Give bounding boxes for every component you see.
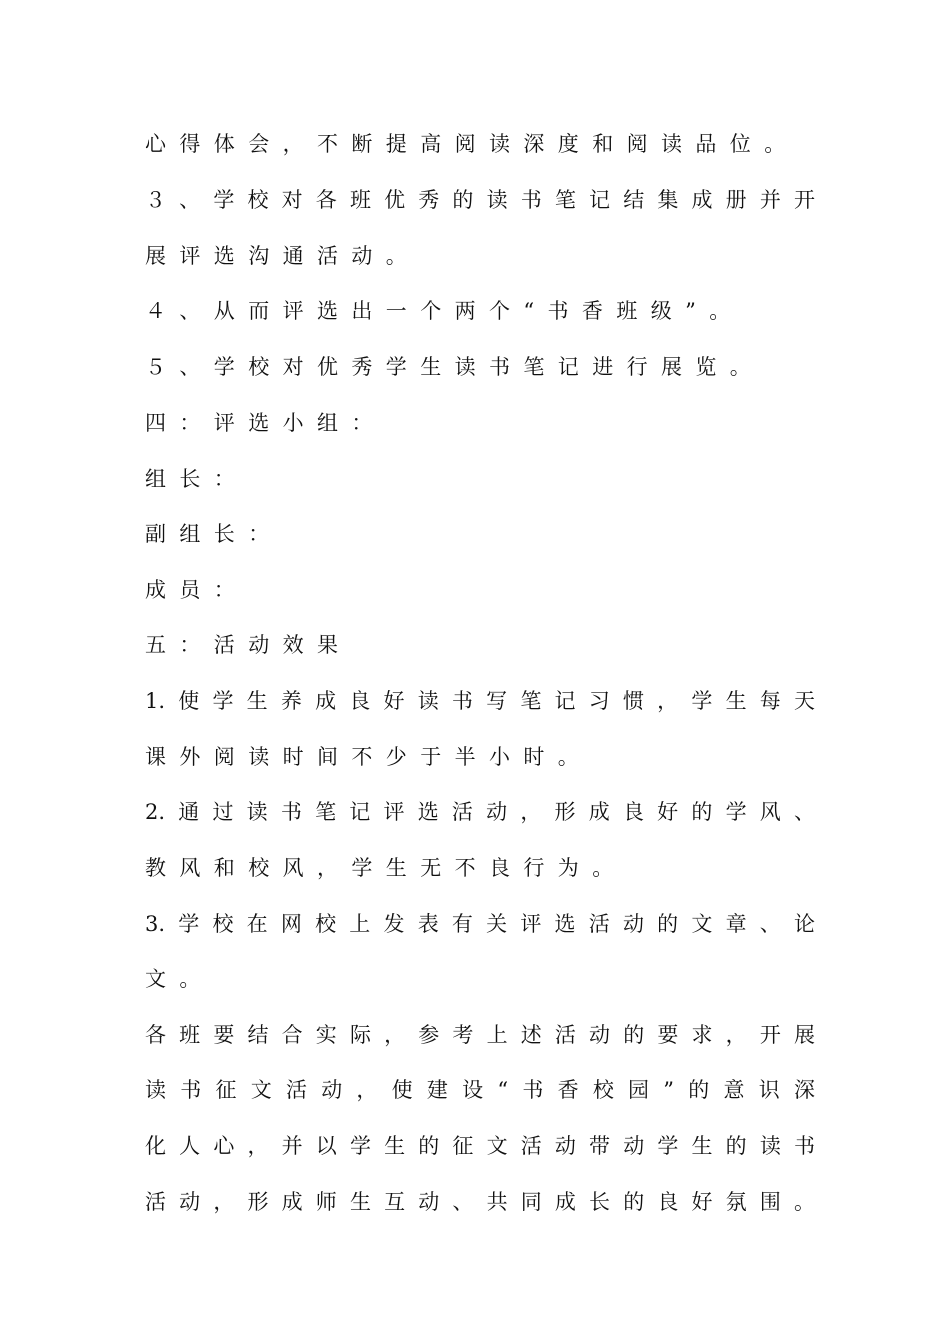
text-line: ５、学校对优秀学生读书笔记进行展览。 (145, 355, 765, 379)
text-line: 组长： (145, 467, 249, 491)
text-line: 1.使学生养成良好读书写笔记习惯，学生每天 (145, 689, 815, 713)
text-line: 活动，形成师生互动、共同成长的良好氛围。 (145, 1190, 815, 1214)
text-line: ３、学校对各班优秀的读书笔记结集成册并开 (145, 188, 815, 212)
text-line: 课外阅读时间不少于半小时。 (145, 745, 593, 769)
text-line: 教风和校风，学生无不良行为。 (145, 856, 627, 880)
text-line: 化人心，并以学生的征文活动带动学生的读书 (145, 1134, 815, 1158)
text-line: 心得体会，不断提高阅读深度和阅读品位。 (145, 132, 799, 156)
section-heading: 四：评选小组： (145, 411, 386, 435)
text-line: 副组长： (145, 522, 283, 546)
text-line: 各班要结合实际，参考上述活动的要求，开展 (145, 1023, 815, 1047)
section-heading: 五：活动效果 (145, 633, 352, 657)
text-line: 读书征文活动，使建设“书香校园”的意识深 (145, 1078, 815, 1102)
text-line: 2.通过读书笔记评选活动，形成良好的学风、 (145, 800, 815, 824)
text-line: 展评选沟通活动。 (145, 244, 421, 268)
text-line: 3.学校在网校上发表有关评选活动的文章、论 (145, 912, 815, 936)
text-line: 成员： (145, 578, 249, 602)
text-line: ４、从而评选出一个两个“书香班级”。 (145, 299, 744, 323)
text-line: 文。 (145, 967, 214, 991)
